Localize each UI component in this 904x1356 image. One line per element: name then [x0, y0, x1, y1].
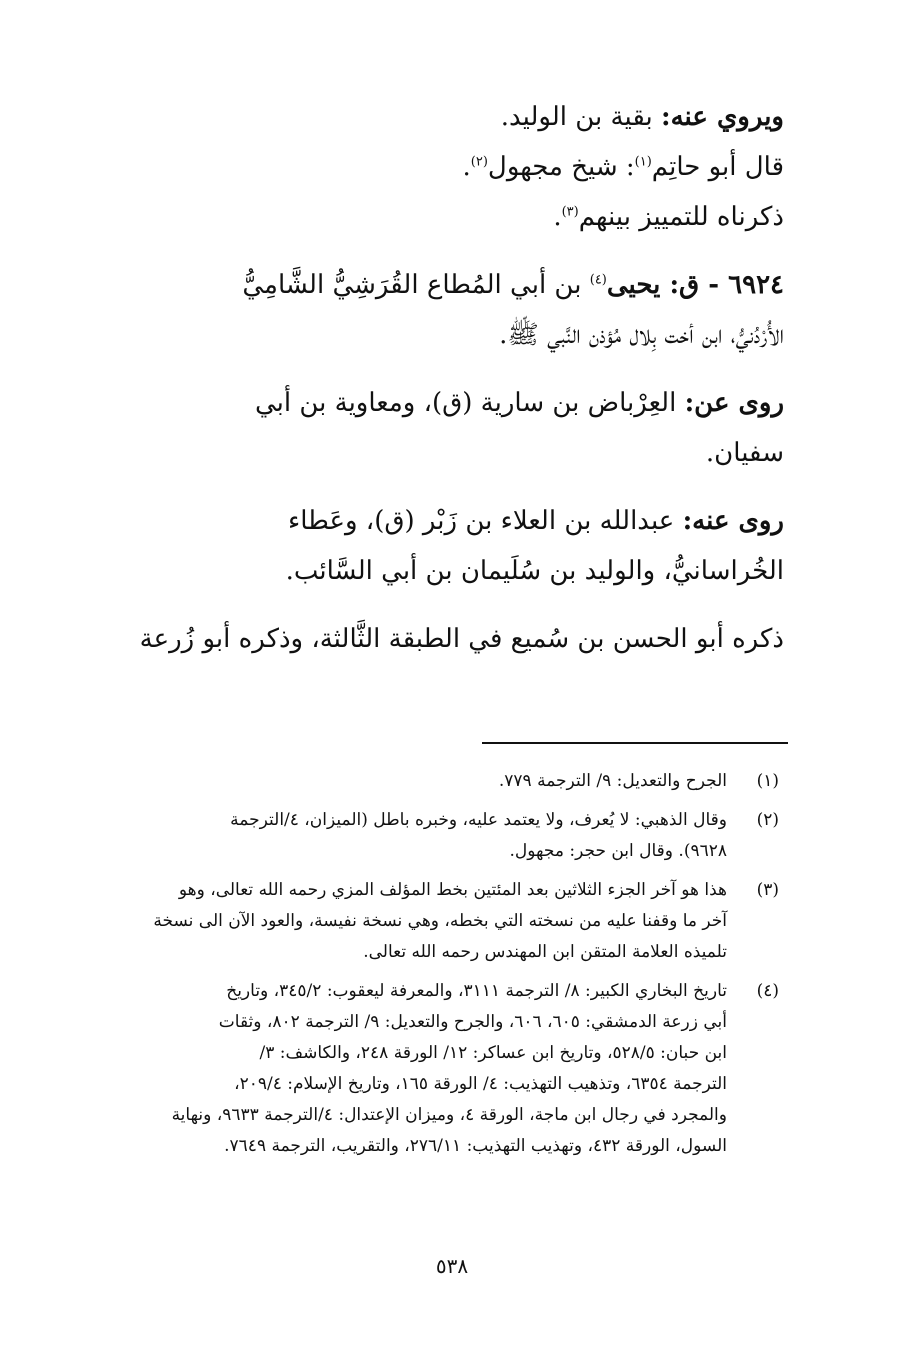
rawa-anhu-line2: الخُراسانيُّ، والوليد بن سُلَيمان بن أبي السَّائب. [285, 556, 784, 586]
footnotes [80, 766, 779, 1170]
footnote-2 [80, 805, 779, 867]
entry-number: ٦٩٢٤ - ق: يحيى [606, 270, 784, 300]
text: . [553, 202, 562, 232]
footnote-divider [482, 742, 788, 744]
footnote-line: والمجرد في رجال ابن ماجة، الورقة ٤، وميزان الإعتدال: ٤/الترجمة ٩٦٣٣، ونهاية [171, 1105, 727, 1125]
footnote-number: (٤) [756, 981, 779, 1001]
footnote-number: (٢) [756, 810, 779, 830]
rawa-an-line2: سفيان. [705, 438, 784, 468]
dhakarahu-line: ذكره أبو الحسن بن سُميع في الطبقة الثَّالثة، وذكره أبو زُرعة [139, 624, 784, 654]
footnote-ref-3[interactable]: (٣) [561, 204, 579, 220]
narrator-line [78, 92, 784, 142]
footnote-ref-1[interactable]: (١) [634, 154, 652, 170]
footnote-text [80, 766, 727, 797]
label-rawa-an: روى عن: [684, 388, 784, 418]
footnote-number: (٣) [756, 880, 779, 900]
footnote-text [80, 805, 727, 867]
footnote-line: وقال الذهبي: لا يُعرف، ولا يعتمد عليه، وخبره باطل (الميزان، ٤/الترجمة [230, 810, 727, 830]
text: . [462, 152, 471, 182]
footnote-line: السول، الورقة ٤٣٢، وتهذيب التهذيب: ٢٧٦/١١، والتقريب، الترجمة ٧٦٤٩. [224, 1136, 727, 1156]
page-number: ٥٣٨ [435, 1254, 469, 1278]
text: : شيخ مجهول [487, 152, 635, 182]
rawa-anhu-line [78, 496, 784, 546]
footnote-text [80, 976, 727, 1162]
footnote-line: تلميذه العلامة المتقن ابن المهندس رحمه الله تعالى. [363, 942, 727, 962]
entry-heading [78, 260, 784, 310]
text: العِرْباض بن سارية (ق)، ومعاوية بن أبي [254, 388, 685, 418]
footnote-line: آخر ما وقفنا عليه من نسخته التي بخطه، وهي نسخة نفيسة، والعود الآن الى نسخة [153, 911, 727, 931]
text: عبدالله بن العلاء بن زَبْر (ق)، وعَطاء [288, 506, 683, 536]
entry-heading-line2: الأُرْدُنيُّ، ابن أخت بِلال مُؤذن النَّبي ﷺ. [499, 320, 784, 350]
footnote-1 [80, 766, 779, 797]
footnote-ref-4[interactable]: (٤) [589, 272, 607, 288]
footnote-line: ٩٦٢٨). وقال ابن حجر: مجهول. [509, 841, 727, 861]
text: ذكرناه للتمييز بينهم [578, 202, 784, 232]
footnote-number: (١) [756, 771, 779, 791]
footnote-3 [80, 875, 779, 968]
main-text [78, 92, 784, 664]
rawa-an-line [78, 378, 784, 428]
footnote-line: الجرح والتعديل: ٩/ الترجمة ٧٧٩. [498, 771, 727, 791]
footnote-ref-2[interactable]: (٢) [470, 154, 488, 170]
label-yarwi-anhu: ويروي عنه: [661, 102, 784, 132]
text: بن أبي المُطاع القُرَشِيُّ الشَّامِيُّ [242, 270, 590, 300]
footnote-line: ابن حبان: ٥٢٨/٥، وتاريخ ابن عساكر: ١٢/ الورقة ٢٤٨، والكاشف: ٣/ [259, 1043, 727, 1063]
abu-hatim-line [78, 142, 784, 192]
label-rawa-anhu: روى عنه: [682, 506, 784, 536]
footnote-line: أبي زرعة الدمشقي: ٦٠٥، ٦٠٦، والجرح والتعديل: ٩/ الترجمة ٨٠٢، وثقات [218, 1012, 727, 1032]
tamyiz-line [78, 192, 784, 242]
text: بقية بن الوليد. [500, 102, 661, 132]
footnote-text [80, 875, 727, 968]
footnote-line: تاريخ البخاري الكبير: ٨/ الترجمة ٣١١١، والمعرفة ليعقوب: ٣٤٥/٢، وتاريخ [226, 981, 727, 1001]
footnote-line: الترجمة ٦٣٥٤، وتذهيب التهذيب: ٤/ الورقة ١٦٥، وتاريخ الإسلام: ٢٠٩/٤، [234, 1074, 727, 1094]
text: قال أبو حاتِم [651, 152, 784, 182]
footnote-line: هذا هو آخر الجزء الثلاثين بعد المئتين بخط المؤلف المزي رحمه الله تعالى، وهو [178, 880, 727, 900]
footnote-4 [80, 976, 779, 1162]
